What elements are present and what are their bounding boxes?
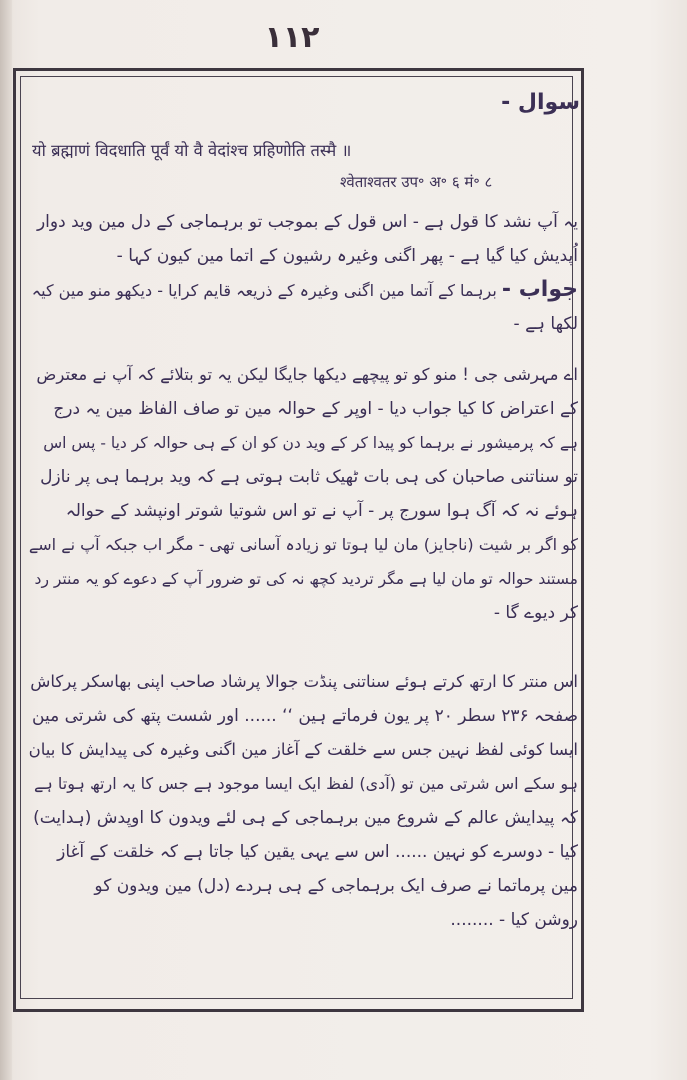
question-heading: سوال - (501, 90, 580, 115)
text-line: لکھا ہے - (513, 314, 578, 334)
text-line: یہ آپ نشد کا قول ہے - اس قول کے بموجب تو برہماجی کے دل مین وید دوار (36, 212, 578, 232)
text-line: اس منتر کا ارتھ کرتے ہوئے سناتنی پنڈت جوالا پرشاد صاحب اپنی بھاسکر پرکاش (30, 672, 578, 691)
verse-citation: श्वेताश्वतर उप॰ अ॰ ६ मं॰ ८ (340, 173, 493, 191)
page-spine-shadow (0, 0, 12, 1080)
page-number: ۱۱۲ (264, 20, 320, 55)
text-line: روشن کیا - ........ (450, 910, 578, 930)
text-line: ہوئے نہ کہ آگ ہوا سورج پر - آپ نے تو اس شوتیا شوتر اونپشد کے حوالہ (65, 501, 578, 521)
text-line: ایسا کوئی لفظ نہین جس سے خلقت کے آغاز مین اگنی وغیرہ کی پیدایش کا بیان (28, 740, 578, 759)
answer-label: جواب - (501, 277, 578, 302)
text-line: اُپدیش کیا گیا ہے - پھر اگنی وغیرہ رشیون کے اتما مین کیون کہا - (116, 246, 578, 266)
text-line: اے مہرشی جی ! منو کو تو پیچھے دیکھا جایگا لیکن یہ تو بتلائے کہ آپ نے معترض (36, 365, 578, 384)
text-line: مین پرماتما نے صرف ایک برہماجی کے ہی ہردے (دل) مین ویدون کو (94, 876, 578, 896)
sanskrit-verse: यो ब्रह्माणं विदधाति पूर्वं यो वै वेदांश्च प्रहिणोति तस्मै ॥ (32, 141, 352, 160)
text-line: صفحہ ۲۳۶ سطر ۲۰ پر یون فرماتے ہین ‘‘ ...... اور شست پتھ کی شرتی مین (32, 706, 578, 726)
paragraph-quotation (28, 665, 578, 937)
text-line: ہے کہ پرمیشور نے برہما کو پیدا کر کے وید دن کو ان کے ہی حوالہ کر دیا - پس اس (43, 434, 578, 452)
text-line: کہ پیدایش عالم کے شروع مین برہماجی کے ہی لئے ویدون کا اوپدش (ہدایت) (33, 808, 578, 828)
text-line: ہو سکے اس شرتی مین تو (آدی) لفظ ایک ایسا موجود ہے جس کا یہ ارتھ ہوتا ہے (34, 774, 578, 793)
paragraph-question (28, 205, 578, 341)
text-line: کو اگر بر شیت (ناجایز) مان لیا ہوتا تو زیادہ آسانی تھی - مگر اب جبکہ آپ نے اسے (28, 535, 578, 554)
answer-text: برہما کے آتما مین اگنی وغیرہ کے ذریعہ قایم کرایا - دیکھو منو مین کیہ (31, 281, 497, 300)
text-line: کیا - دوسرے کو نہین ...... اس سے یہی یقین کیا جاتا ہے کہ خلقت کے آغاز (57, 842, 578, 862)
text-line: کر دیوے گا - (493, 603, 578, 623)
text-line: مستند حوالہ تو مان لیا ہے مگر تردید کچھ نہ کی تو ضرور آپ کے دعوے کو یہ منتر رد (34, 570, 578, 588)
paragraph-rebuttal (28, 358, 578, 630)
text-line: تو سناتنی صاحبان کی ہی بات ٹھیک ثابت ہوتی ہے کہ وید برہما ہی پر نازل (40, 467, 578, 487)
answer-line (28, 273, 578, 307)
text-line: کے اعتراض کا کیا جواب دیا - اوپر کے حوالہ مین تو صاف الفاظ مین یہ درج (53, 399, 578, 419)
